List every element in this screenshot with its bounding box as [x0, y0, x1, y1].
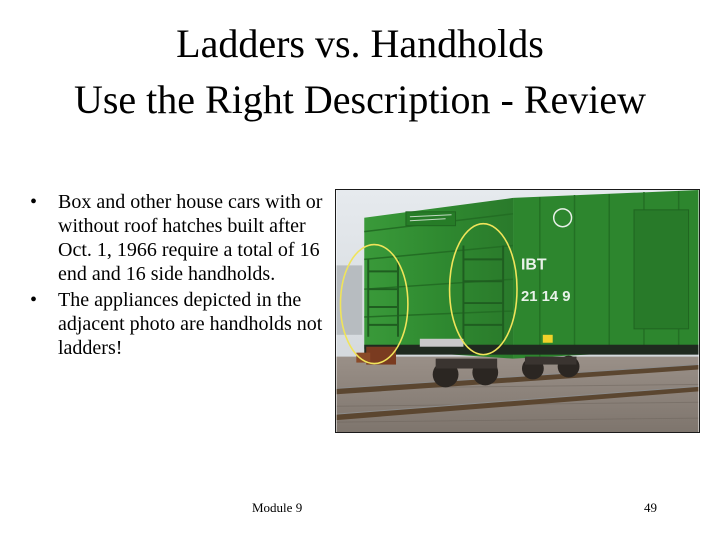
railroad-logo: [554, 209, 572, 227]
footer-page-number: 49: [644, 500, 657, 515]
bullet-item: [30, 288, 330, 360]
bullet-dot-icon: •: [30, 289, 38, 311]
car-reporting-mark: IBT: [520, 256, 547, 274]
underframe: [364, 345, 698, 355]
sliding-door: [634, 210, 689, 329]
bullet-item: [30, 190, 330, 286]
slide-subtitle: Use the Right Description - Review: [73, 77, 647, 122]
footer-module-label: Module 9: [252, 500, 303, 515]
slide-title: Ladders vs. Handholds: [176, 21, 544, 66]
stencil-panel: [406, 212, 456, 226]
bullet-text: Box and other house cars with or without roof hatches built after Oct. 1, 1966 require a total of 16 end and 16 side handholds.: [58, 191, 323, 285]
bullet-list: [30, 190, 330, 362]
car-number: 21 14 9: [520, 289, 571, 306]
end-platform: [420, 339, 464, 347]
warning-decal: [543, 335, 553, 343]
bullet-dot-icon: •: [30, 191, 38, 213]
bullet-text: The appliances depicted in the adjacent photo are handholds not ladders!: [58, 289, 323, 359]
boxcar-photo: [335, 189, 700, 433]
